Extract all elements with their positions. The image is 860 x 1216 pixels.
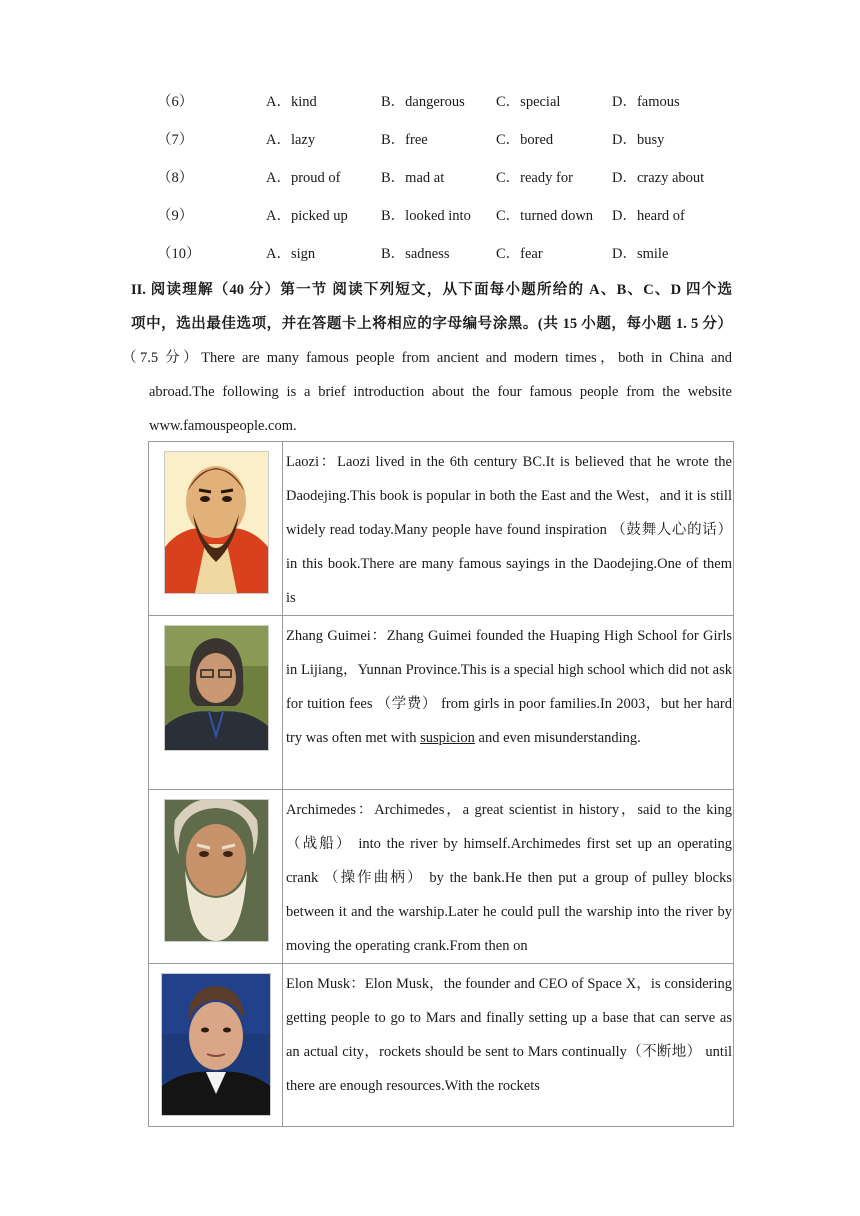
description-cell (283, 616, 734, 790)
archimedes-portrait (164, 799, 269, 942)
elon-musk-portrait (161, 973, 271, 1116)
option-d: D．busy (612, 132, 665, 148)
intro-line-2: abroad.The following is a brief introduction about the four famous people from the website (149, 384, 732, 400)
portrait-cell (149, 616, 283, 790)
section-heading-line-2: 项中，选出最佳选项，并在答题卡上将相应的字母编号涂黑。(共 15 小题，每小题 1. 5 分） (131, 316, 732, 332)
option-a: A．lazy (266, 132, 316, 148)
option-c: C．fear (496, 246, 543, 262)
question-number: （8） (157, 170, 194, 186)
portrait-cell (149, 442, 283, 616)
option-b: B．looked into (381, 208, 471, 224)
option-b: B．free (381, 132, 428, 148)
option-d: D．crazy about (612, 170, 705, 186)
option-a: A．sign (266, 246, 316, 262)
option-b: B．mad at (381, 170, 445, 186)
option-c: C．bored (496, 132, 554, 148)
description-text: and even misunderstanding. (474, 730, 641, 746)
table-row (149, 616, 734, 790)
table-row (149, 964, 734, 1127)
option-a: A．proud of (266, 170, 341, 186)
table-row (149, 790, 734, 964)
zhang-guimei-portrait (164, 625, 269, 751)
description-text: Zhang Guimei：Zhang Guimei founded the Huaping High School for Girls in Lijiang，Yunnan Province.This is a special high school which did not ask for tuition fees （学费） from girls in poor families.In 2003，but her hard try was often met with (286, 628, 732, 746)
portrait-cell (149, 790, 283, 964)
option-c: C．turned down (496, 208, 594, 224)
laozi-description: Laozi：Laozi lived in the 6th century BC.It is believed that he wrote the Daodejing.This book is popular in both the East and the West，and it is still widely read today.Many people have found inspiration （鼓舞人心的话） in this book.There are many famous sayings in the Daodejing.One of them is (286, 454, 732, 606)
option-c: C．ready for (496, 170, 573, 186)
option-c: C．special (496, 94, 561, 110)
question-number: （9） (157, 208, 194, 224)
table-row (149, 442, 734, 616)
description-cell (283, 790, 734, 964)
intro-line-3: www.famouspeople.com. (149, 418, 297, 434)
underlined-word: suspicion (420, 730, 475, 746)
portrait-cell (149, 964, 283, 1127)
description-cell (283, 964, 734, 1127)
intro-line-1: （7.5 分）There are many famous people from ancient and modern times，both in China and (122, 350, 732, 366)
question-number: （6） (157, 94, 194, 110)
archimedes-description: Archimedes：Archimedes，a great scientist in history，said to the king （战船） into the river by himself.Archimedes first set up an operating crank （操作曲柄） by the bank.He then put a group of pulley blocks between it and the warship.Later he could pull the warship into the river by moving the operating crank.From then on (286, 802, 732, 954)
option-d: D．famous (612, 94, 680, 110)
section-heading-line-1: II. 阅读理解（40 分）第一节 阅读下列短文，从下面每小题所给的 A、B、C、D 四个选 (131, 282, 732, 298)
famous-people-table (148, 441, 734, 1127)
question-number: （7） (157, 132, 194, 148)
question-number: （10） (157, 246, 201, 262)
option-d: D．smile (612, 246, 669, 262)
option-a: A．picked up (266, 208, 348, 224)
elon-musk-description: Elon Musk：Elon Musk，the founder and CEO of Space X，is considering getting people to go to Mars and finally setting up a base that can serve as an actual city，rockets should be sent to Mars continually（不断地） until there are enough resources.With the rockets (286, 976, 732, 1094)
description-cell (283, 442, 734, 616)
option-a: A．kind (266, 94, 317, 110)
option-d: D．heard of (612, 208, 685, 224)
option-b: B．dangerous (381, 94, 465, 110)
laozi-portrait (164, 451, 269, 594)
zhang-guimei-description (283, 616, 733, 755)
option-b: B．sadness (381, 246, 450, 262)
